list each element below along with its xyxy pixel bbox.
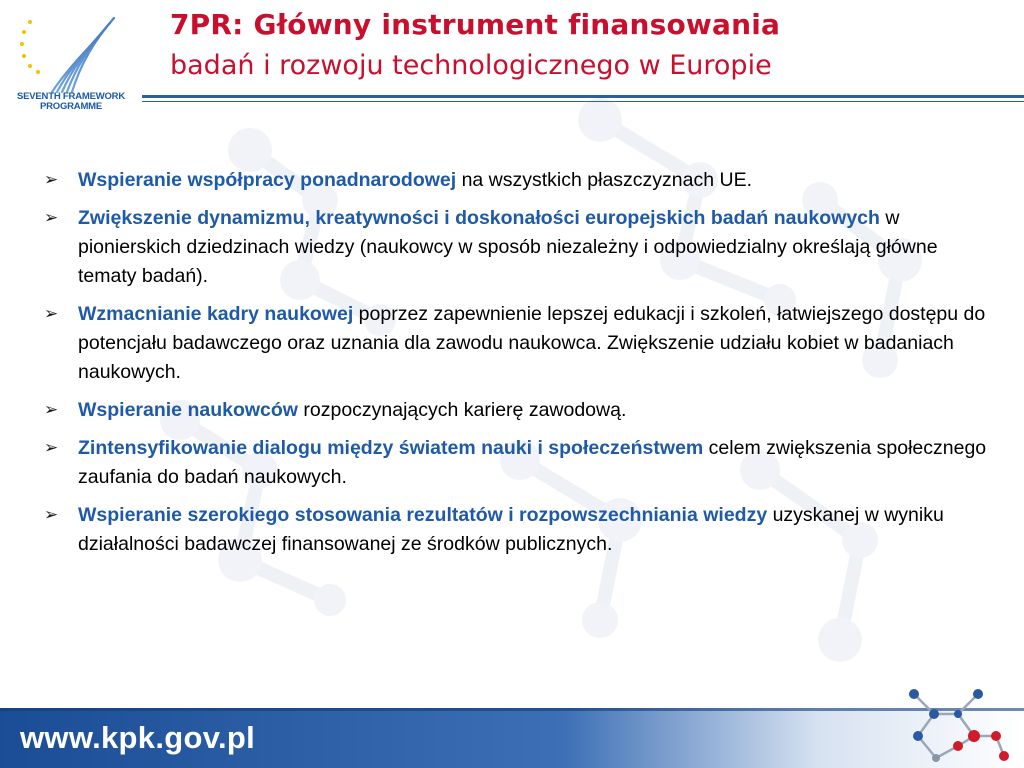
bullet-text: celem zwiększenia społecznego zaufania do badań naukowych. [78, 437, 987, 488]
footer-url[interactable]: www.kpk.gov.pl [20, 720, 256, 755]
bullet-bold-text: Wspieranie szerokiego stosowania rezultatów i rozpowszechniania wiedzy [78, 504, 768, 526]
page-title: 7PR: Główny instrument finansowania [170, 8, 781, 41]
bullet-text: w pionierskich dziedzinach wiedzy (naukowcy w sposób niezależny i odpowiedzialny określają główne tematy badań). [78, 207, 938, 287]
bullet-item [44, 204, 999, 291]
bullet-text: rozpoczynających karierę zawodową. [297, 399, 627, 421]
bullet-list [44, 166, 999, 568]
arrow-bullet-icon: ➢ [44, 170, 59, 190]
arrow-bullet-icon: ➢ [44, 304, 59, 324]
bullet-text: uzyskanej w wyniku działalności badawczej finansowanej ze środków publicznych. [78, 504, 944, 555]
bullet-item [44, 300, 999, 387]
arrow-bullet-icon: ➢ [44, 438, 59, 458]
bullet-bold-text: Wspieranie współpracy ponadnarodowej [78, 169, 457, 191]
logo-caption-line1: SEVENTH FRAMEWORK [17, 91, 125, 102]
arrow-bullet-icon: ➢ [44, 400, 59, 420]
title-divider [142, 95, 1024, 98]
bullet-item [44, 501, 999, 559]
logo-caption [6, 92, 136, 112]
bullet-text: na wszystkich płaszczyznach UE. [456, 169, 753, 191]
bullet-text: poprzez zapewnienie lepszej edukacji i szkoleń, łatwiejszego dostępu do potencjału badawczego oraz uznania dla zawodu naukowca. Zwiększenie udziału kobiet w badaniach naukowych. [78, 303, 986, 383]
bullet-bold-text: Wzmacnianie kadry naukowej [78, 303, 354, 325]
bullet-item [44, 166, 999, 195]
page-subtitle: badań i rozwoju technologicznego w Europie [170, 50, 772, 81]
bullet-bold-text: Zwiększenie dynamizmu, kreatywności i doskonałości europejskich badań naukowych [78, 207, 880, 229]
logo-caption-line2: PROGRAMME [39, 101, 103, 112]
bullet-item [44, 434, 999, 492]
bullet-bold-text: Zintensyfikowanie dialogu między światem nauki i społeczeństwem [78, 437, 704, 459]
title-divider-thin [142, 101, 1024, 102]
arrow-bullet-icon: ➢ [44, 505, 59, 525]
kpk-molecule-logo-icon [900, 686, 1012, 766]
bullet-bold-text: Wspieranie naukowców [78, 399, 298, 421]
arrow-bullet-icon: ➢ [44, 208, 59, 228]
bullet-item [44, 396, 999, 425]
